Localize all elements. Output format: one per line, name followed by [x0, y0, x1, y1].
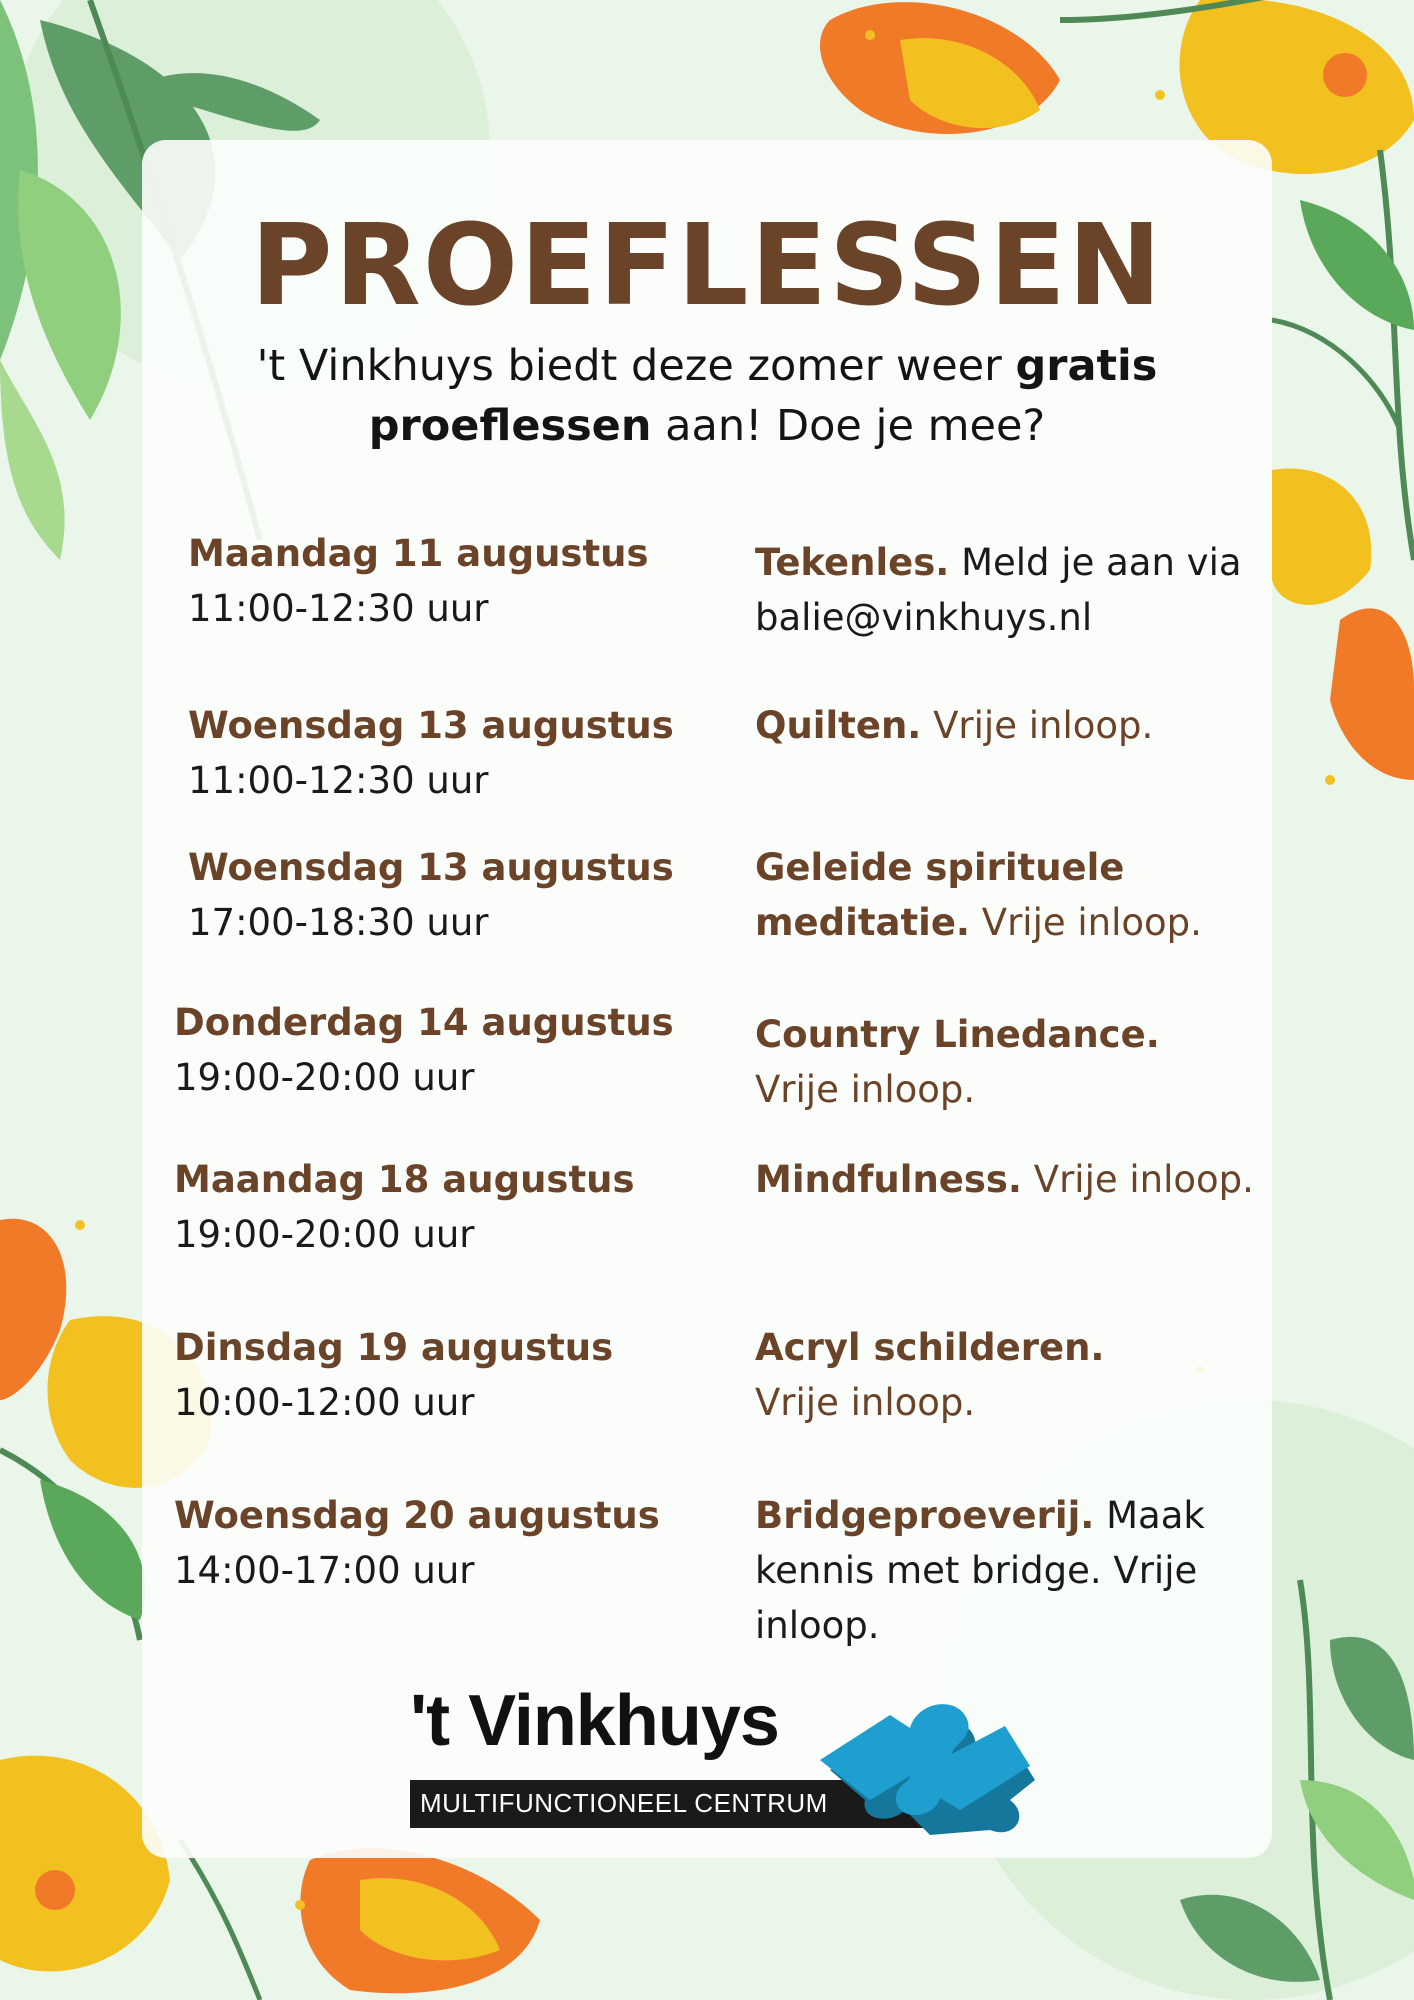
session-date-7: Woensdag 20 augustus 14:00-17:00 uur [174, 1494, 660, 1592]
session-activity-4: Country Linedance. Vrije inloop. [755, 1013, 1160, 1111]
session-activity-3: Geleide spirituele meditatie. Vrije inloop. [755, 846, 1202, 944]
session-activity-6: Acryl schilderen. Vrije inloop. [755, 1326, 1105, 1424]
session-activity-2: Quilten. Vrije inloop. [755, 704, 1154, 747]
session-date-3: Woensdag 13 augustus 17:00-18:30 uur [188, 846, 674, 944]
intro-after: aan! Doe je mee? [665, 401, 1046, 451]
intro-highlight: gratis proeflessen [368, 341, 1158, 451]
session-date-1: Maandag 11 augustus 11:00-12:30 uur [188, 532, 649, 630]
session-date-4: Donderdag 14 augustus 19:00-20:00 uur [174, 1001, 674, 1099]
session-date-2: Woensdag 13 augustus 11:00-12:30 uur [188, 704, 674, 802]
logo-name: 't Vinkhuys [410, 1681, 779, 1761]
puzzle-piece-icon [810, 1660, 1040, 1840]
page-title: PROEFLESSEN [250, 201, 1164, 331]
session-activity-5: Mindfulness. Vrije inloop. [755, 1158, 1254, 1201]
logo-subtitle: MULTIFUNCTIONEEL CENTRUM [420, 1788, 828, 1818]
intro-text [240, 336, 1174, 456]
session-activity-1: Tekenles. Meld je aan via balie@vinkhuys.nl [755, 541, 1242, 639]
vinkhuys-logo [410, 1660, 1040, 1840]
intro-before: 't Vinkhuys biedt deze zomer weer [256, 341, 1002, 391]
session-date-5: Maandag 18 augustus 19:00-20:00 uur [174, 1158, 635, 1256]
session-activity-7: Bridgeproeverij. Maak kennis met bridge. Vrije inloop. [755, 1494, 1205, 1647]
session-date-6: Dinsdag 19 augustus 10:00-12:00 uur [174, 1326, 614, 1424]
